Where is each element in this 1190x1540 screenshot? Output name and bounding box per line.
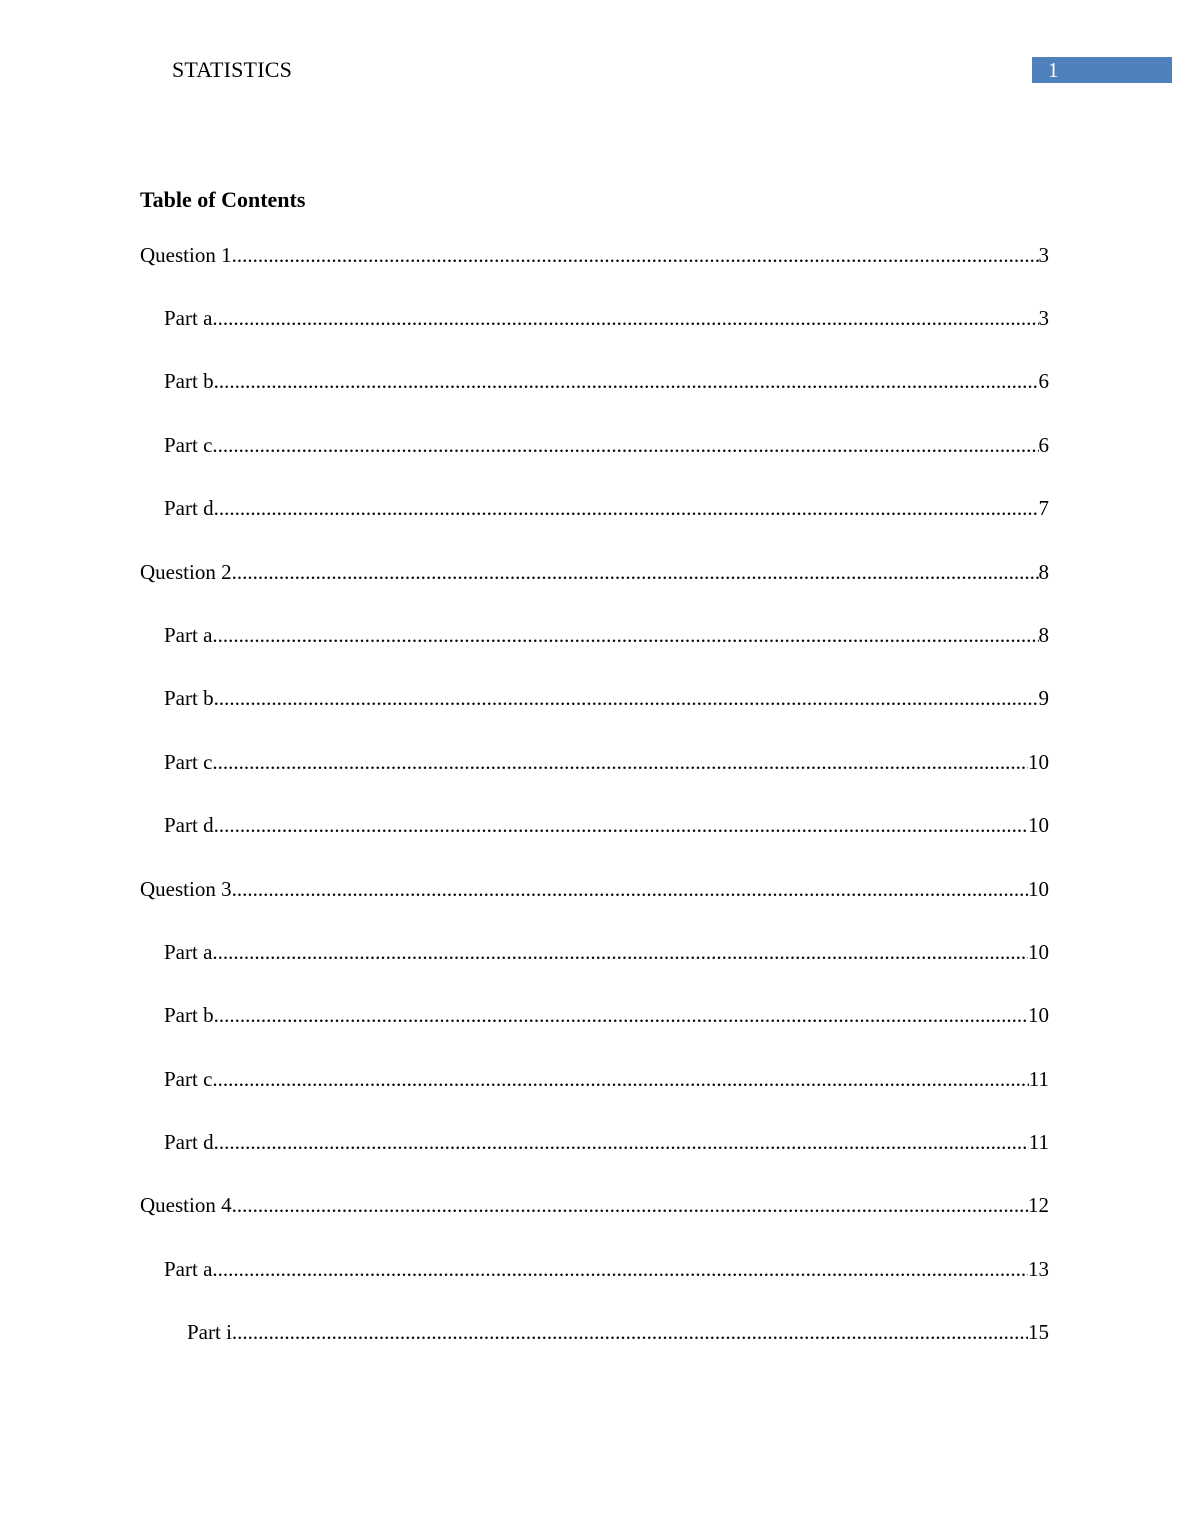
toc-entry-page: 6 <box>1038 433 1049 457</box>
page-number-box <box>1032 57 1172 83</box>
toc-dot-leader <box>214 368 1039 394</box>
toc-entry-page: 15 <box>1028 1320 1049 1344</box>
toc-dot-leader <box>212 939 1028 965</box>
toc-entry-question-1[interactable] <box>140 242 1049 268</box>
toc-entry-page: 10 <box>1028 877 1049 901</box>
toc-entry-q1-part-c[interactable] <box>164 432 1049 458</box>
toc-entry-label: Part a <box>164 940 213 964</box>
toc-entry-page: 10 <box>1028 940 1049 964</box>
page-number: 1 <box>1048 58 1059 82</box>
toc-entry-label: Part a <box>164 306 213 330</box>
toc-entry-label: Part d <box>164 1130 214 1154</box>
toc-entry-q3-part-c[interactable] <box>164 1066 1049 1092</box>
toc-entry-page: 11 <box>1028 1067 1049 1091</box>
toc-entry-label: Part d <box>164 496 214 520</box>
toc-entry-label: Part c <box>164 433 213 457</box>
toc-entry-label: Part b <box>164 686 214 710</box>
toc-entry-question-2[interactable] <box>140 559 1049 585</box>
toc-entry-q2-part-a[interactable] <box>164 622 1049 648</box>
toc-entry-q2-part-d[interactable] <box>164 812 1049 838</box>
toc-dot-leader <box>212 622 1038 648</box>
toc-entry-page: 6 <box>1038 369 1049 393</box>
toc-entry-page: 3 <box>1038 243 1049 267</box>
toc-dot-leader <box>232 876 1028 902</box>
toc-entry-q4-part-a[interactable] <box>164 1256 1049 1282</box>
toc-entry-q4-part-i[interactable] <box>187 1319 1049 1345</box>
toc-entry-label: Part a <box>164 623 213 647</box>
toc-dot-leader <box>232 1319 1028 1345</box>
toc-entry-page: 13 <box>1028 1257 1049 1281</box>
toc-heading: Table of Contents <box>140 187 306 212</box>
toc-entry-q3-part-a[interactable] <box>164 939 1049 965</box>
toc-dot-leader <box>212 305 1038 331</box>
toc-entry-q1-part-a[interactable] <box>164 305 1049 331</box>
toc-entry-q3-part-b[interactable] <box>164 1002 1049 1028</box>
toc-entry-page: 12 <box>1028 1193 1049 1217</box>
toc-entry-label: Part c <box>164 1067 213 1091</box>
toc-entry-label: Part b <box>164 1003 214 1027</box>
toc-entry-page: 9 <box>1038 686 1049 710</box>
toc-dot-leader <box>212 749 1028 775</box>
toc-dot-leader <box>212 1256 1028 1282</box>
toc-dot-leader <box>214 495 1039 521</box>
toc-entry-page: 10 <box>1028 750 1049 774</box>
toc-entry-page: 10 <box>1028 813 1049 837</box>
toc-entry-label: Part i <box>187 1320 232 1344</box>
toc-entry-q2-part-c[interactable] <box>164 749 1049 775</box>
toc-dot-leader <box>214 1129 1029 1155</box>
toc-entry-q1-part-d[interactable] <box>164 495 1049 521</box>
toc-dot-leader <box>214 685 1039 711</box>
toc-entry-label: Part a <box>164 1257 213 1281</box>
toc-dot-leader <box>214 812 1028 838</box>
toc-entry-q2-part-b[interactable] <box>164 685 1049 711</box>
toc-dot-leader <box>232 559 1039 585</box>
toc-entry-label: Part d <box>164 813 214 837</box>
toc-dot-leader <box>232 1192 1028 1218</box>
toc-entry-q1-part-b[interactable] <box>164 368 1049 394</box>
toc-entry-question-4[interactable] <box>140 1192 1049 1218</box>
toc-entry-question-3[interactable] <box>140 876 1049 902</box>
toc-entry-label: Question 2 <box>140 560 232 584</box>
toc-entry-page: 8 <box>1038 560 1049 584</box>
toc-entry-label: Question 4 <box>140 1193 232 1217</box>
toc-entry-page: 3 <box>1038 306 1049 330</box>
toc-dot-leader <box>212 432 1038 458</box>
toc-entry-page: 10 <box>1028 1003 1049 1027</box>
toc-dot-leader <box>214 1002 1028 1028</box>
header-title: STATISTICS <box>172 57 293 82</box>
toc-entry-label: Part b <box>164 369 214 393</box>
toc-entry-page: 11 <box>1028 1130 1049 1154</box>
toc-entry-label: Question 3 <box>140 877 232 901</box>
toc-entry-page: 8 <box>1038 623 1049 647</box>
toc-entry-q3-part-d[interactable] <box>164 1129 1049 1155</box>
toc-entry-page: 7 <box>1038 496 1049 520</box>
toc-dot-leader <box>212 1066 1028 1092</box>
toc-entry-label: Question 1 <box>140 243 232 267</box>
toc-dot-leader <box>232 242 1039 268</box>
toc-entry-label: Part c <box>164 750 213 774</box>
